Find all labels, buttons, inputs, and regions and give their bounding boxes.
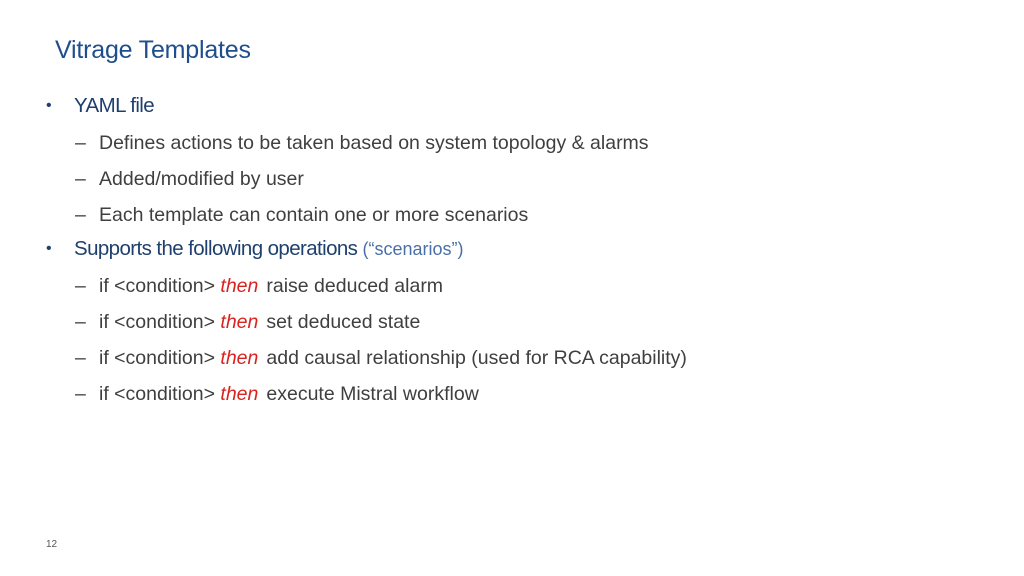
bullet-text: Supports the following operations	[74, 237, 358, 261]
then-keyword: then	[220, 382, 259, 405]
sub-item	[44, 269, 984, 305]
sub-item	[44, 341, 984, 377]
bullet-icon: •	[46, 240, 52, 258]
dash-icon: –	[75, 132, 86, 154]
bullet-item-operations	[44, 233, 984, 269]
sub-item-text: Each template can contain one or more scenarios	[99, 203, 529, 226]
then-keyword: then	[220, 346, 259, 369]
dash-icon: –	[75, 167, 86, 190]
dash-icon: –	[75, 346, 86, 369]
condition-prefix: if <condition>	[99, 275, 221, 298]
sub-item-text: add causal relationship (used for RCA capability)	[266, 346, 687, 369]
bullet-aside: (“scenarios”)	[362, 239, 464, 260]
sub-item	[44, 198, 984, 234]
sub-item	[44, 162, 984, 198]
sub-item	[44, 126, 984, 162]
bullet-icon: •	[46, 97, 52, 114]
condition-prefix: if <condition>	[99, 311, 221, 334]
sub-item-text: raise deduced alarm	[266, 275, 444, 298]
sub-item	[44, 377, 984, 413]
bullet-text: YAML file	[74, 94, 155, 117]
dash-icon: –	[75, 203, 86, 226]
sub-item-text: Defines actions to be taken based on system topology & alarms	[99, 132, 649, 154]
condition-prefix: if <condition>	[99, 346, 221, 369]
dash-icon: –	[75, 275, 86, 298]
sub-item-text: set deduced state	[266, 311, 421, 334]
sub-item-text: Added/modified by user	[99, 167, 304, 190]
sub-item-text: execute Mistral workflow	[266, 382, 479, 405]
bullet-item-yaml-file	[44, 90, 984, 126]
then-keyword: then	[220, 275, 259, 298]
bullet-list	[44, 90, 984, 413]
sub-item	[44, 305, 984, 341]
dash-icon: –	[75, 311, 86, 334]
then-keyword: then	[220, 311, 259, 334]
slide-title: Vitrage Templates	[55, 36, 251, 64]
page-number: 12	[46, 539, 58, 550]
dash-icon: –	[75, 382, 86, 405]
condition-prefix: if <condition>	[99, 382, 221, 405]
